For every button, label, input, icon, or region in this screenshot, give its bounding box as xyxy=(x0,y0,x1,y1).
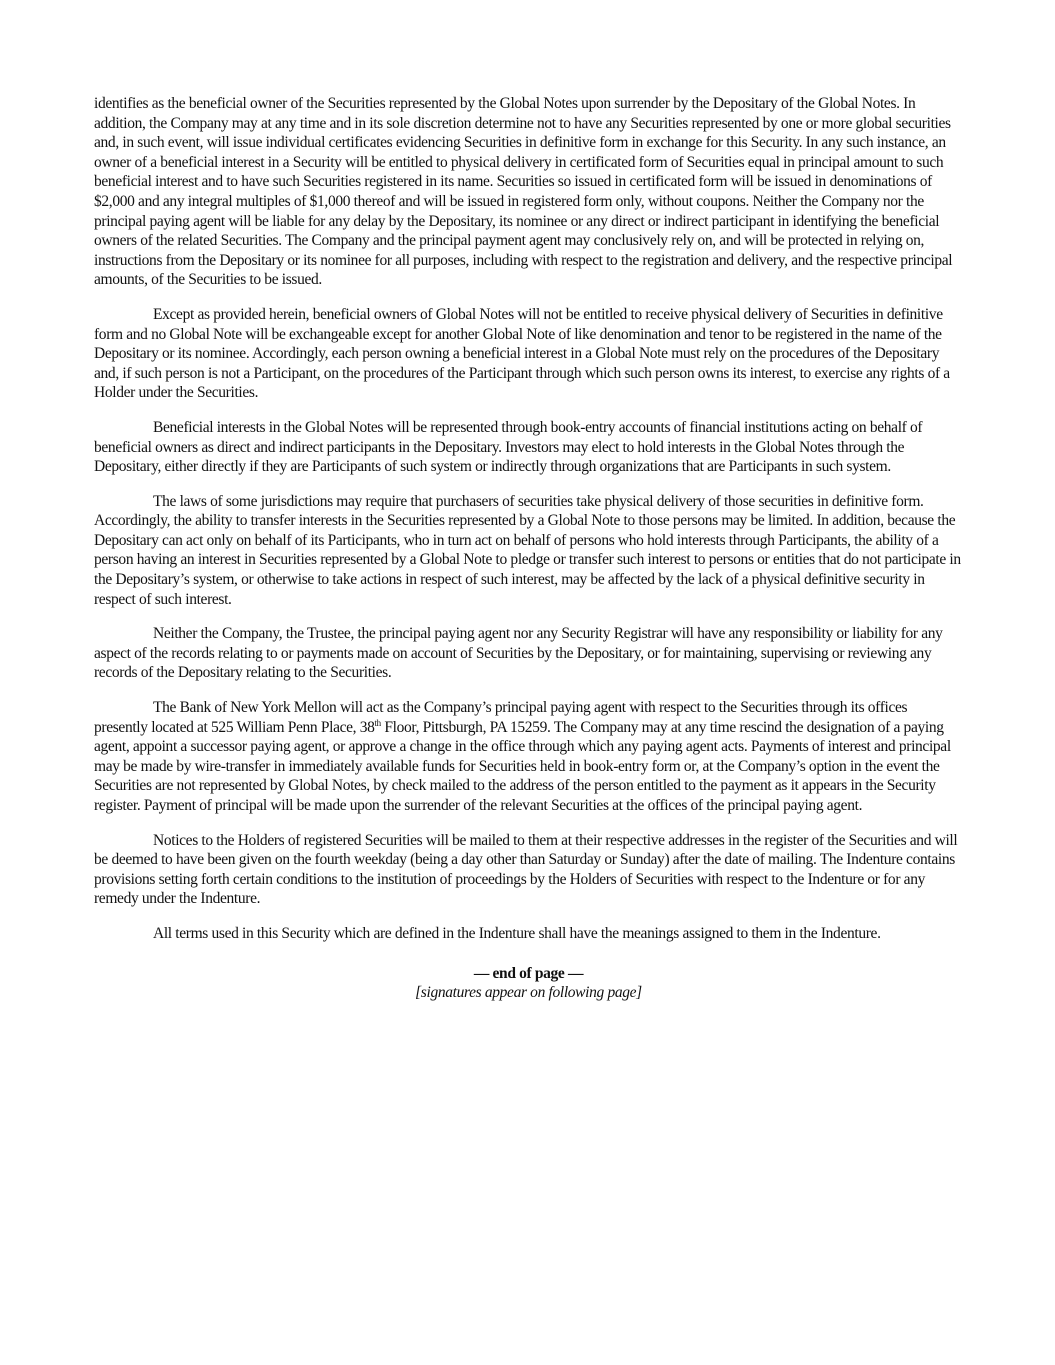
end-of-page-marker: — end of page — xyxy=(473,964,584,982)
paragraph-notices: Notices to the Holders of registered Securities will be mailed to them at their respective addresses in the register of the Securities and will be deemed to have been given on the fourth weekday (being a day other than Saturday or Sunday) after the date of mailing. The Indenture contains provisions setting forth certain conditions to the institution of proceedings by the Holders of Securities with respect to the Indenture or for any remedy under the Indenture. xyxy=(94,831,958,908)
signatures-note: [signatures appear on following page] xyxy=(415,984,642,1002)
paragraph-paying-agent xyxy=(94,698,963,816)
end-of-page-block xyxy=(94,964,963,1003)
ordinal-suffix: th xyxy=(374,717,381,728)
paragraph-continuation: identifies as the beneficial owner of the Securities represented by the Global Notes upon surrender by the Depositary of the Global Notes. In addition, the Company may at any time and in its sole discretion determine not to have any Securities represented by one or more global securities and, in such event, will issue individual certificates evidencing Securities in definitive form in exchange for this Security. In any such instance, an owner of a beneficial interest in a Security will be entitled to physical delivery in certificated form of Securities equal in principal amount to such beneficial interest and to have such Securities registered in its name. Securities so issued in certificated form will be issued in denominations of $2,000 and any integral multiples of $1,000 thereof and will be issued in registered form only, without coupons. Neither the Company nor the principal paying agent will be liable for any delay by the Depositary, its nominee or any direct or indirect participant in identifying the beneficial owners of the related Securities. The Company and the principal payment agent may conclusively rely on, and will be protected in relying on, instructions from the Depositary or its nominee for all purposes, including with respect to the registration and delivery, and the respective principal amounts, of the Securities to be issued. xyxy=(94,95,953,289)
paragraph-physical-delivery: Except as provided herein, beneficial owners of Global Notes will not be entitled to receive physical delivery of Securities in definitive form and no Global Note will be exchangeable except for another Global Note of like denomination and tenor to be registered in the name of the Depositary or its nominee. Accordingly, each person owning a beneficial interest in a Global Note must rely on the procedures of the Depositary and, if such person is not a Participant, on the procedures of the Participant through which such person owns its interest, to exercise any rights of a Holder under the Securities. xyxy=(94,305,950,402)
paying-agent-text-end: Floor, Pittsburgh, PA 15259. The Company may at any time rescind the designation of a paying agent, appoint a successor paying agent, or approve a change in the office through which any paying agent acts. Payments of interest and principal may be made by wire-transfer in immediately available funds for Securities held in book-entry form or, at the Company’s option in the event the Securities are not represented by Global Notes, by check mailed to the address of the person entitled to the payment as it appears in the Security register. Payment of principal will be made upon the surrender of the relevant Securities at the offices of the principal paying agent. xyxy=(94,718,951,814)
paragraph-terms: All terms used in this Security which are defined in the Indenture shall have the meanings assigned to them in the Indenture. xyxy=(153,924,881,942)
paragraph-responsibility: Neither the Company, the Trustee, the principal paying agent nor any Security Registrar will have any responsibility or liability for any aspect of the records relating to or payments made on account of Securities by the Depositary, or for maintaining, supervising or reviewing any records of the Depositary relating to the Securities. xyxy=(94,625,943,682)
paragraph-book-entry: Beneficial interests in the Global Notes will be represented through book-entry accounts of financial institutions acting on behalf of beneficial owners as direct and indirect participants in the Depositary. Investors may elect to hold interests in the Global Notes through the Depositary, either directly if they are Participants of such system or indirectly through organizations that are Participants in such system. xyxy=(94,418,923,476)
paragraph-jurisdictions: The laws of some jurisdictions may require that purchasers of securities take physical delivery of those securities in definitive form. Accordingly, the ability to transfer interests in the Securities represented by a Global Note to those persons may be limited. In addition, because the Depositary can act only on behalf of its Participants, who in turn act on behalf of persons who hold interests through Participants, the ability of a person having an interest in Securities represented by a Global Note to pledge or transfer such interest to persons or entities that do not participate in the Depositary’s system, or otherwise to take actions in respect of such interest, may be affected by the lack of a physical definitive security in respect of such interest. xyxy=(94,492,961,608)
paying-agent-text-start: The Bank of New York Mellon will act as the Company’s principal paying agent with respect to the Securities through its offices presently located at 525 William Penn Place, 38 xyxy=(94,699,908,736)
